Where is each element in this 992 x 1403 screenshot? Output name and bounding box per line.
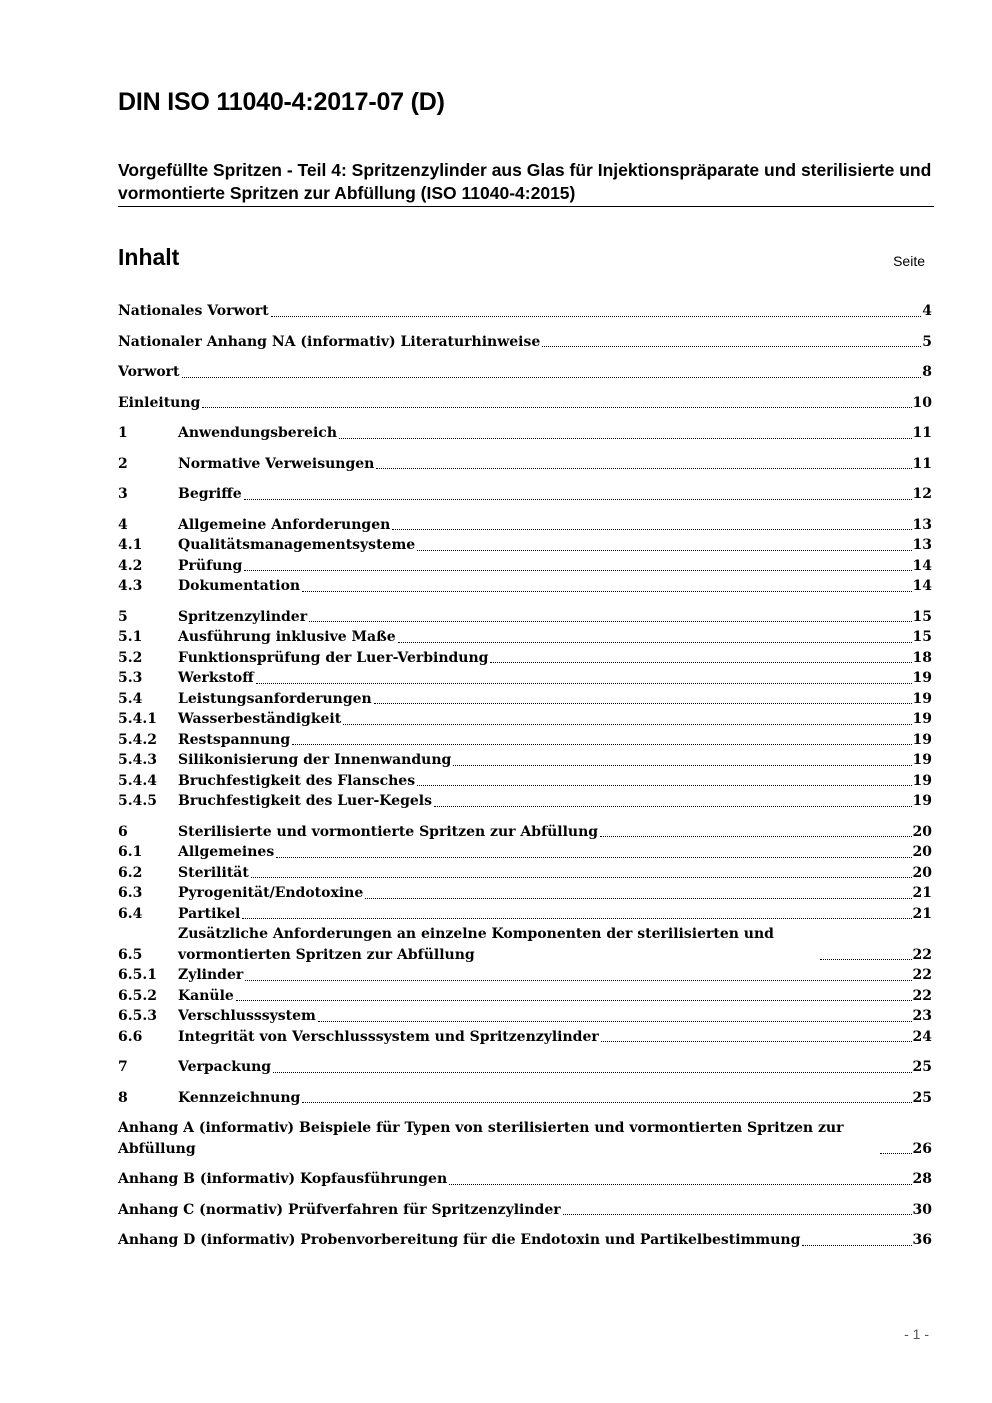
toc-leader-dots — [302, 1102, 911, 1103]
toc-entry-title: Anwendungsbereich — [178, 425, 337, 441]
toc-entry[interactable] — [118, 362, 932, 383]
toc-leader-dots — [398, 642, 912, 643]
toc-leader-dots — [302, 591, 911, 592]
toc-entry-page: 19 — [912, 731, 932, 748]
toc-entry-title: Partikel — [178, 905, 241, 922]
toc-entry-page: 30 — [912, 1201, 932, 1218]
toc-leader-dots — [820, 959, 912, 960]
toc-entry[interactable] — [118, 332, 932, 353]
toc-entry-number: 3 — [118, 486, 128, 502]
toc-leader-dots — [242, 918, 911, 919]
toc-entry-page: 8 — [922, 364, 932, 380]
toc-entry-title: Zylinder — [178, 967, 244, 983]
toc-entry-title: Ausführung inklusive Maße — [178, 629, 396, 645]
toc-leader-dots — [434, 806, 912, 807]
toc-entry-title: Kanüle — [178, 987, 234, 1004]
toc-entry-title: Nationales Vorwort — [118, 303, 269, 319]
toc-entry-page: 19 — [912, 670, 932, 686]
toc-entry-page: 20 — [912, 844, 932, 860]
toc-leader-dots — [202, 407, 911, 408]
toc-leader-dots — [417, 785, 911, 786]
standard-id: DIN ISO 11040-4:2017-07 (D) — [118, 88, 445, 116]
toc-entry-title: Nationaler Anhang NA (informativ) Literaturhinweise — [118, 333, 541, 350]
toc-entry-page: 26 — [912, 1140, 932, 1157]
page-column-label: Seite — [893, 253, 925, 269]
table-of-contents — [118, 301, 932, 1251]
toc-entry-page: 21 — [912, 905, 932, 922]
toc-entry-page: 4 — [922, 303, 932, 319]
toc-entry[interactable] — [118, 576, 932, 597]
toc-entry-number: 2 — [118, 455, 128, 472]
toc-entry-number: 6.4 — [118, 905, 143, 922]
toc-entry-page: 18 — [912, 649, 932, 666]
toc-entry-title: Restspannung — [178, 731, 291, 748]
toc-leader-dots — [182, 377, 922, 378]
toc-entry-title: Wasserbeständigkeit — [178, 711, 342, 727]
toc-entry-number: 4.2 — [118, 557, 143, 574]
toc-entry-number: 5.4.4 — [118, 772, 157, 789]
toc-entry[interactable] — [118, 627, 932, 648]
toc-entry[interactable] — [118, 1006, 932, 1027]
toc-entry-page: 11 — [912, 425, 932, 441]
page-number: - 1 - — [904, 1326, 929, 1342]
toc-entry-page: 11 — [912, 455, 932, 472]
toc-entry-title: Verschlusssystem — [178, 1008, 316, 1024]
toc-entry[interactable] — [118, 986, 932, 1007]
toc-entry[interactable] — [118, 454, 932, 475]
toc-entry[interactable] — [118, 904, 932, 925]
toc-entry-title: Anhang A (informativ) Beispiele für Typen von sterilisierten und vormontierten Spritzen zur Abfüllung — [118, 1120, 844, 1157]
toc-entry-page: 22 — [912, 987, 932, 1004]
toc-entry[interactable] — [118, 1200, 932, 1221]
toc-entry-page: 15 — [912, 608, 932, 625]
toc-entry[interactable] — [118, 1088, 932, 1109]
toc-entry-number: 6.6 — [118, 1028, 143, 1045]
toc-leader-dots — [256, 683, 912, 684]
toc-entry-page: 25 — [912, 1089, 932, 1106]
toc-entry[interactable] — [118, 648, 932, 669]
toc-leader-dots — [292, 744, 911, 745]
toc-entry-number: 6.5 — [118, 946, 143, 963]
toc-entry[interactable] — [118, 1118, 932, 1159]
toc-entry-number: 6 — [118, 823, 128, 840]
toc-leader-dots — [245, 980, 911, 981]
toc-entry[interactable] — [118, 607, 932, 628]
toc-entry-page: 15 — [912, 629, 932, 645]
toc-leader-dots — [271, 316, 922, 317]
toc-entry-page: 14 — [912, 557, 932, 574]
toc-entry-title: Anhang C (normativ) Prüfverfahren für Spritzenzylinder — [118, 1201, 561, 1218]
toc-leader-dots — [318, 1021, 912, 1022]
toc-leader-dots — [417, 550, 911, 551]
toc-leader-dots — [309, 621, 911, 622]
toc-entry-number: 6.5.2 — [118, 987, 157, 1004]
toc-entry-number: 5.4.1 — [118, 711, 157, 727]
toc-entry-title: Spritzenzylinder — [178, 608, 308, 625]
toc-leader-dots — [251, 877, 912, 878]
toc-entry-number: 6.5.3 — [118, 1008, 157, 1024]
toc-leader-dots — [490, 662, 911, 663]
toc-entry-title: Prüfung — [178, 557, 243, 574]
toc-entry-number: 5.4.2 — [118, 731, 157, 748]
toc-leader-dots — [600, 836, 911, 837]
toc-entry-title: Begriffe — [178, 486, 242, 502]
toc-leader-dots — [392, 529, 911, 530]
toc-entry[interactable] — [118, 1169, 932, 1190]
toc-entry[interactable] — [118, 863, 932, 884]
toc-entry-number: 5.3 — [118, 670, 143, 686]
toc-entry-number: 4.3 — [118, 578, 143, 594]
toc-entry[interactable] — [118, 535, 932, 556]
toc-entry[interactable] — [118, 689, 932, 710]
toc-entry-page: 21 — [912, 885, 932, 901]
toc-entry[interactable] — [118, 515, 932, 536]
toc-leader-dots — [276, 857, 911, 858]
toc-entry-page: 22 — [912, 967, 932, 983]
toc-entry[interactable] — [118, 750, 932, 771]
toc-entry-page: 5 — [922, 333, 932, 350]
toc-entry[interactable] — [118, 1027, 932, 1048]
toc-entry-title: Qualitätsmanagementsysteme — [178, 537, 416, 553]
toc-entry[interactable] — [118, 484, 932, 505]
toc-entry-number: 5.4 — [118, 690, 143, 707]
toc-entry-number: 5.4.3 — [118, 752, 157, 768]
toc-entry-number: 6.3 — [118, 885, 143, 901]
toc-entry-title: Einleitung — [118, 394, 201, 411]
toc-entry[interactable] — [118, 842, 932, 863]
toc-leader-dots — [453, 765, 911, 766]
toc-entry[interactable] — [118, 924, 932, 965]
toc-entry-page: 19 — [912, 793, 932, 809]
toc-entry[interactable] — [118, 730, 932, 751]
toc-entry-number: 4 — [118, 516, 128, 533]
toc-entry-title: Pyrogenität/Endotoxine — [178, 885, 364, 901]
toc-entry-number: 4.1 — [118, 537, 143, 553]
toc-leader-dots — [244, 570, 911, 571]
toc-entry-title: Bruchfestigkeit des Flansches — [178, 772, 416, 789]
toc-entry-title: Sterilisierte und vormontierte Spritzen zur Abfüllung — [178, 823, 599, 840]
toc-entry-page: 20 — [912, 823, 932, 840]
toc-entry[interactable] — [118, 556, 932, 577]
toc-entry-title: Anhang D (informativ) Probenvorbereitung für die Endotoxin und Partikelbestimmung — [118, 1232, 801, 1248]
toc-leader-dots — [343, 724, 911, 725]
toc-entry[interactable] — [118, 965, 932, 986]
toc-entry-number: 5.1 — [118, 629, 143, 645]
toc-entry-page: 36 — [912, 1232, 932, 1248]
document-title: Vorgefüllte Spritzen - Teil 4: Spritzenzylinder aus Glas für Injektionspräparate und sterilisierte und vormontierte Spritzen zur Abfüllung (ISO 11040-4:2015) — [118, 160, 932, 203]
toc-entry-title: Integrität von Verschlusssystem und Spritzenzylinder — [178, 1028, 599, 1045]
toc-entry-title: Normative Verweisungen — [178, 455, 375, 472]
toc-entry[interactable] — [118, 883, 932, 904]
toc-entry-title: Vorwort — [118, 364, 180, 380]
toc-entry-number: 7 — [118, 1059, 128, 1075]
toc-entry[interactable] — [118, 1057, 932, 1078]
toc-leader-dots — [802, 1245, 911, 1246]
toc-entry-number: 6.1 — [118, 844, 143, 860]
toc-leader-dots — [880, 1153, 912, 1154]
toc-entry-title: Verpackung — [178, 1059, 272, 1075]
toc-entry-page: 20 — [912, 864, 932, 881]
toc-entry-page: 13 — [912, 537, 932, 553]
toc-leader-dots — [244, 499, 912, 500]
toc-leader-dots — [376, 468, 911, 469]
toc-leader-dots — [449, 1184, 911, 1185]
toc-entry-page: 14 — [912, 578, 932, 594]
toc-entry-page: 23 — [912, 1008, 932, 1024]
toc-entry-page: 22 — [912, 946, 932, 963]
toc-entry[interactable] — [118, 791, 932, 812]
toc-entry[interactable] — [118, 709, 932, 730]
toc-entry-number: 6.5.1 — [118, 967, 157, 983]
toc-entry-number: 5 — [118, 608, 128, 625]
toc-entry[interactable] — [118, 301, 932, 322]
toc-entry-title: Leistungsanforderungen — [178, 690, 372, 707]
toc-entry-page: 12 — [912, 486, 932, 502]
toc-entry-title: Anhang B (informativ) Kopfausführungen — [118, 1171, 448, 1187]
toc-entry-page: 13 — [912, 516, 932, 533]
toc-entry[interactable] — [118, 423, 932, 444]
toc-entry-page: 19 — [912, 772, 932, 789]
title-divider — [118, 206, 934, 207]
toc-entry[interactable] — [118, 668, 932, 689]
toc-entry-number: 6.2 — [118, 864, 143, 881]
toc-entry-number: 8 — [118, 1089, 128, 1106]
toc-entry-page: 19 — [912, 752, 932, 768]
toc-entry-title: Kennzeichnung — [178, 1089, 301, 1106]
toc-entry-title: Funktionsprüfung der Luer-Verbindung — [178, 649, 489, 666]
toc-leader-dots — [365, 898, 911, 899]
toc-entry[interactable] — [118, 771, 932, 792]
toc-entry-title: Zusätzliche Anforderungen an einzelne Komponenten der sterilisierten und vormontierten Spritzen zur Abfüllung — [178, 926, 774, 963]
toc-entry-title: Werkstoff — [178, 670, 254, 686]
toc-entry-number: 5.2 — [118, 649, 143, 666]
toc-entry-page: 28 — [912, 1171, 932, 1187]
toc-leader-dots — [601, 1041, 912, 1042]
toc-entry-title: Bruchfestigkeit des Luer-Kegels — [178, 793, 432, 809]
toc-heading: Inhalt — [118, 244, 180, 270]
toc-entry-page: 10 — [912, 394, 932, 411]
toc-entry-title: Silikonisierung der Innenwandung — [178, 752, 452, 768]
toc-entry-number: 5.4.5 — [118, 793, 157, 809]
toc-leader-dots — [273, 1072, 911, 1073]
toc-entry[interactable] — [118, 822, 932, 843]
toc-entry-title: Dokumentation — [178, 578, 301, 594]
toc-entry-page: 24 — [912, 1028, 932, 1045]
toc-entry-title: Allgemeine Anforderungen — [178, 516, 391, 533]
toc-entry-number: 1 — [118, 425, 128, 441]
toc-entry-page: 19 — [912, 690, 932, 707]
toc-entry[interactable] — [118, 393, 932, 414]
toc-leader-dots — [236, 1000, 912, 1001]
toc-leader-dots — [563, 1214, 912, 1215]
toc-entry[interactable] — [118, 1230, 932, 1251]
toc-leader-dots — [339, 438, 912, 439]
toc-entry-page: 19 — [912, 711, 932, 727]
toc-entry-title: Allgemeines — [178, 844, 275, 860]
toc-entry-title: Sterilität — [178, 864, 249, 881]
toc-entry-page: 25 — [912, 1059, 932, 1075]
toc-leader-dots — [542, 346, 921, 347]
toc-leader-dots — [374, 703, 912, 704]
